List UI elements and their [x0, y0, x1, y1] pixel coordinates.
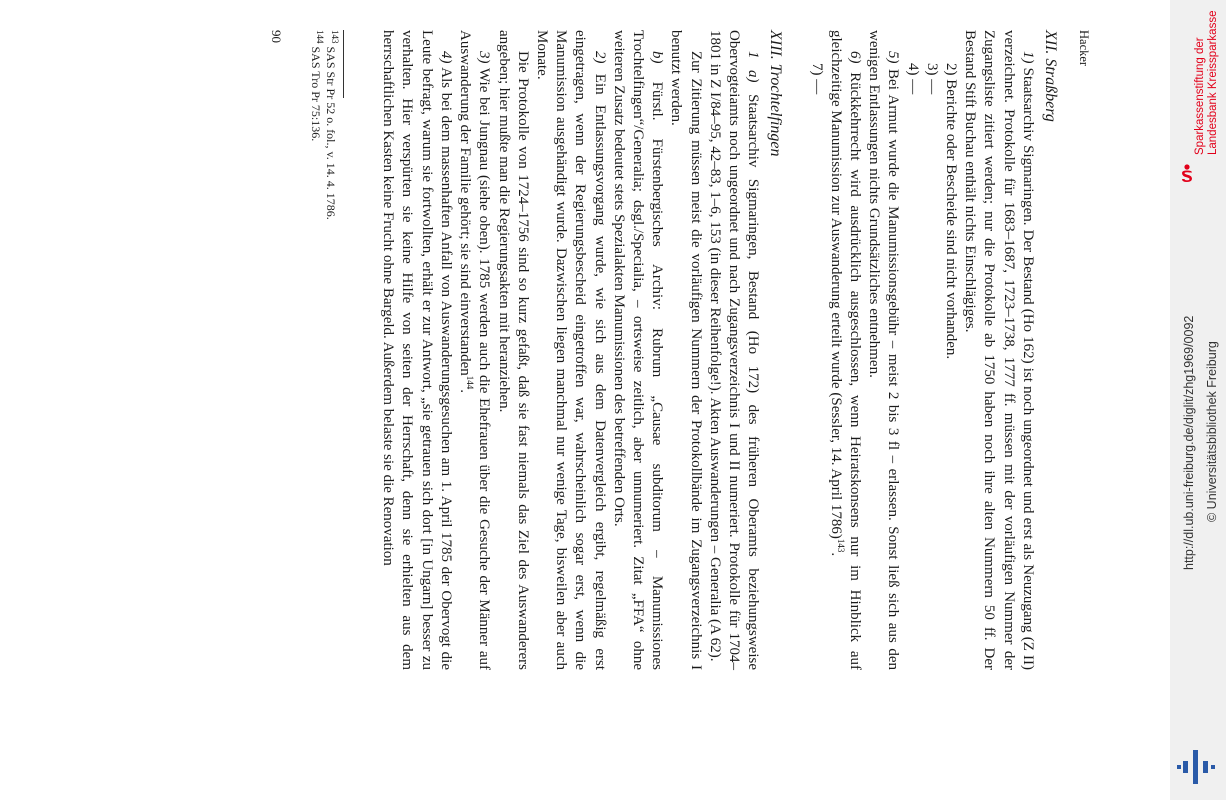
paragraph-number: 6) [846, 51, 863, 64]
paragraph [493, 30, 531, 670]
paragraph [864, 30, 902, 670]
footnote [308, 30, 326, 670]
footnote-ref[interactable]: 144 [465, 375, 476, 390]
paragraph [532, 30, 609, 670]
footnote [323, 30, 341, 670]
paragraph [609, 30, 667, 670]
paragraph-number: 3) [476, 51, 493, 64]
footnote-divider [343, 30, 344, 98]
paragraph-number: 4) [437, 51, 454, 64]
document-url-link[interactable]: http://dl.ub.uni-freiburg.de/diglit/zhg1969/0092 [1182, 315, 1196, 570]
paragraph-number: b) [649, 51, 666, 64]
paragraph-tail: . [457, 389, 474, 393]
paragraph-text: Wie bei Jungnau (siehe oben). 1785 werden auch die Ehefrauen über die Gesuche der Männer auf Auswanderung der Familie gehört; sie sind einverstanden [457, 30, 493, 670]
paragraph-text: Staatsarchiv Sigmaringen. Der Bestand (Ho 162) ist noch ungeordnet und erst als Neuzugang (Z II) verzeichnet. Protokolle für 1683–1687, 1723–1738, 1777 ff. müssen mit der vorläufigen Nummer der Zugangsliste zitiert werden; nur die Protokolle ab 1750 haben noch ihre alten Nummern 50 ff. Der Bestand Stift Buchau enthält nichts Einschlägiges. [962, 30, 1036, 670]
list-item: 3) — [923, 63, 940, 95]
footnote-mark: 143 [330, 30, 341, 44]
list-item: 2) Berichte oder Bescheide sind nicht vorhanden. [942, 63, 959, 360]
footnote-text: SAS Tro Pr 75:136. [309, 43, 324, 142]
ub-freiburg-logo-icon [1176, 748, 1216, 786]
list-item: 7) — [808, 63, 825, 95]
paragraph [455, 30, 493, 670]
paragraph-text: Bei Armut wurde die Manumissionsgebühr – meist 2 bis 3 fl – erlassen. Sonst ließ sich aus den wenigen Entlassungen nichts Grundsätzliches entnehmen. [866, 30, 902, 670]
paragraph-number: 1) [1019, 51, 1036, 64]
paragraph-text: Staatsarchiv Sigmaringen, Bestand (Ho 172) des früheren Oberamts beziehungsweise Obervogteiamts noch ungeordnet und nach Zugangsverzeichnis I und II numeriert. Protokolle für 1704–1801 in Z I/84–95, 42–83, 1–6, 153 (in dieser Reihenfolge!). Akten Auswanderungen – Generalia (A 62). [706, 30, 762, 671]
paragraph-tail: . [827, 552, 844, 557]
section-heading-trochtelfingen: XIII. Trochtelfingen [767, 30, 785, 157]
paragraph [826, 30, 864, 670]
paragraph-number: 2) [591, 51, 608, 64]
running-header: Hacker [1077, 30, 1091, 67]
paragraph-text: Ein Entlassungsvorgang wurde, wie sich aus dem Datenvergleich ergibt, regelmäßig erst eingetragen, wenn der Regierungsbescheid eingetroffen war, wahrscheinlich sogar erst, wenn die Manumission ausgehändigt wurde. Dazwischen liegen manchmal nur wenige Tage, bisweilen aber auch Monate. [533, 30, 608, 670]
sponsor-line: Landesbank Kreissparkasse [1207, 10, 1219, 155]
paragraph [705, 30, 763, 670]
paragraph-number: 5) [885, 51, 902, 64]
paragraph-text: Zur Zitierung müssen meist die vorläufigen Nummern der Protokollbände im Zugangsverzeichnis I benutzt werden. [668, 30, 704, 670]
paragraph [960, 30, 1037, 670]
copyright-notice: © Universitätsbibliothek Freiburg [1205, 341, 1219, 522]
sponsor-line: Sparkassenstiftung der [1194, 37, 1206, 155]
sponsor-credit [1194, 11, 1220, 155]
paragraph-number: 1 a) [745, 51, 762, 83]
page-content [267, 30, 1093, 670]
footnote-text: SAS Str Pr 52 o. fol., v. 14. 4. 1786. [324, 43, 339, 220]
paragraph-text: Fürstl. Fürstenbergisches Archiv: Rubrum „Causae subditorum – Manumissiones Trochtelfingen“/Generalia; dsgl./Specialia, – ortsweise zeitlich, aber unnumeriert. Zitat „FFA“ ohne weiteren Zusatz bedeutet stets Spezialakten Manumissionen des betreffenden Orts. [610, 30, 666, 670]
list-item: 4) — [904, 63, 921, 95]
paragraph [378, 30, 455, 670]
page-number: 90 [269, 30, 285, 43]
footnote-ref[interactable]: 143 [835, 538, 846, 553]
paragraph-text: Rückkehrrecht wird ausdrücklich ausgeschlossen, wenn Heiratskonsens nur im Hinblick auf gleichzeitige Manumission zur Auswanderung erteilt wurde (Sessler, 14. April 1786) [827, 30, 863, 670]
section-heading-strassberg: XII. Straßberg [1042, 30, 1059, 122]
paragraph-text: Die Protokolle von 1724–1756 sind so kurz gefaßt, daß sie fast niemals das Ziel des Auswanderers angeben; hier mußte man die Regierungsakten mit heranziehen. [495, 30, 531, 670]
footnote-mark: 144 [315, 30, 326, 44]
sparkasse-logo-icon [1179, 164, 1195, 184]
paragraph-text: Als bei dem massenhaften Anfall von Auswanderungsgesuchen am 1. April 1785 der Obervogt die Leute befragt, warum sie fortwollten, erhält er zur Antwort, „sie getrauen sich dort [in Ungarn] besser zu verhalten. Hier verspürten sie keine Hilfe von seiten der Herrschaft, denn sie erhielten aus dem herrschaftlichen Kasten keine Frucht ohne Bargeld. Außerdem belaste sie die Renovation [380, 30, 454, 670]
paragraph [666, 30, 704, 670]
